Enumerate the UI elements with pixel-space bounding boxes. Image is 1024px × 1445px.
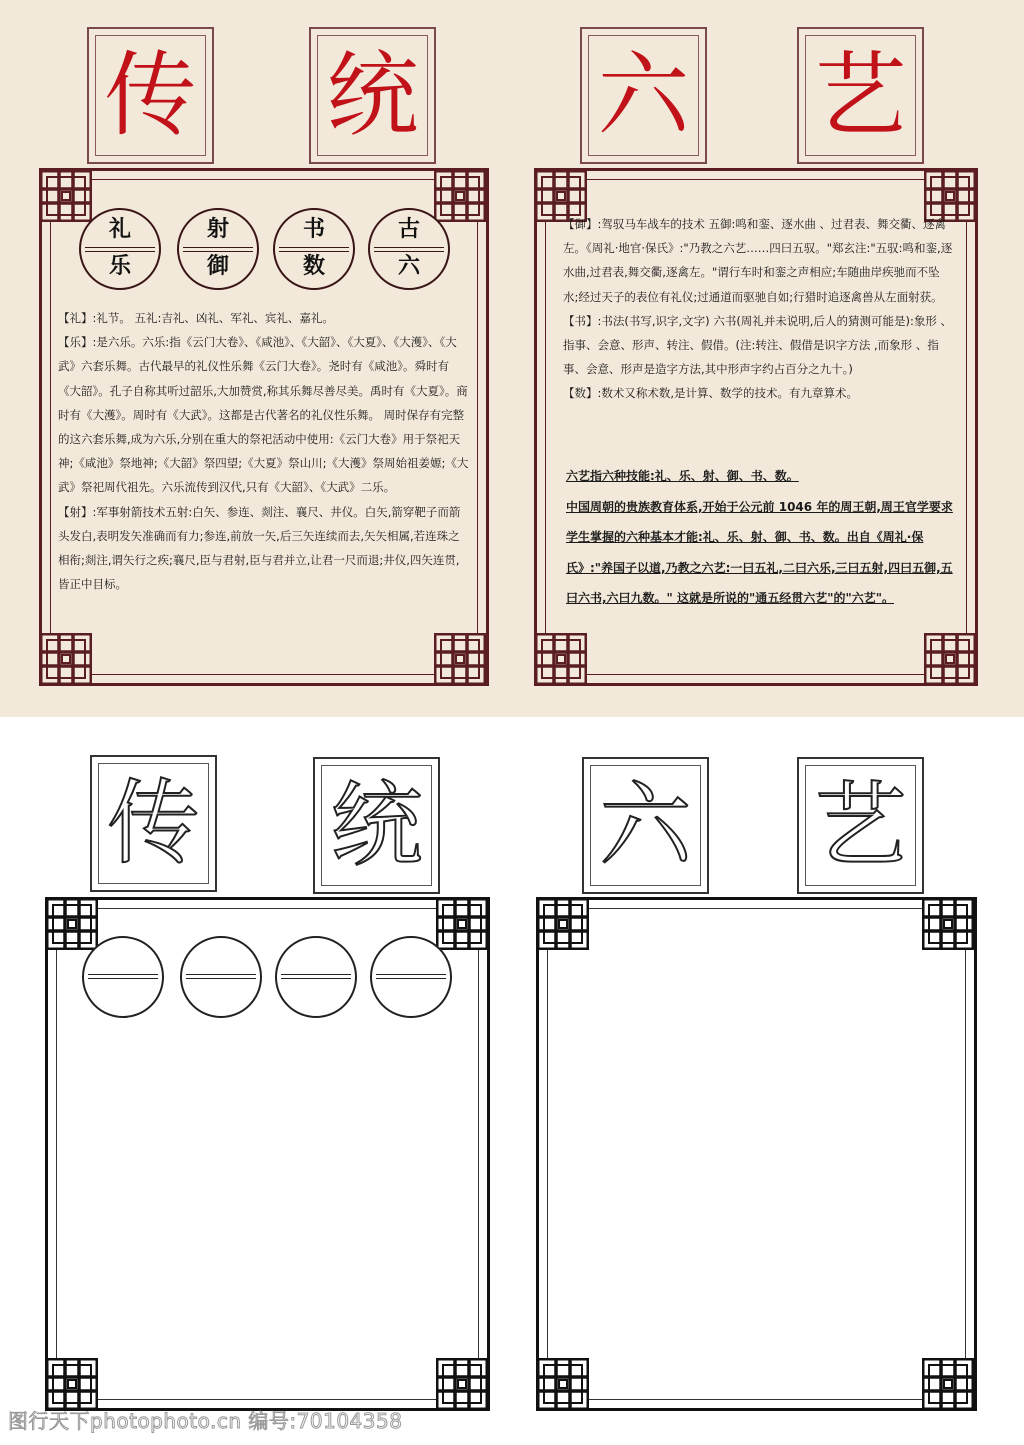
line-title-box-2 (313, 757, 440, 894)
paragraph-she: 【射】:军事射箭技术五射:白矢、参连、剡注、襄尺、井仪。白矢,箭穿靶子而箭头发白,表明发矢准确而有力;参连,前放一矢,后三矢连续而去,矢矢相属,若连珠之相衔;剡注,谓矢行之疾;襄尺,臣与君射,臣与君并立,让君一尺而退;井仪,四矢连贯,皆正中目标。 (58, 504, 461, 592)
title-box-2 (309, 27, 436, 164)
title-char: 艺 (814, 41, 907, 149)
title-box-4 (797, 27, 924, 164)
paragraph-yue: 【乐】:是六乐。六乐:指《云门大卷》、《咸池》、《大韶》、《大夏》、《大濩》、《大武》六套乐舞。古代最早的礼仪性乐舞《云门大卷》。尧时有《咸池》。舜时有《大韶》。孔子自称其听过韶乐,大加赞赏,称其乐舞尽善尽美。禹时有《大夏》。商时有《大濩》。周时有《大武》。这都是古代著名的礼仪性乐舞。 周时保存有完整的这六套乐舞,成为六乐,分别在重大的祭祀活动中使用:《云门大卷》用于祭祀天神;《咸池》祭地神;《大韶》祭四望;《大夏》祭山川;《大濩》祭周始祖姜嫄;《大武》祭祀周代祖先。六乐流传到汉代,只有《大韶》、《大武》二乐。 (58, 335, 469, 495)
six-arts-circle (273, 208, 355, 290)
paragraph-li: 【礼】:礼节。 五礼:吉礼、凶礼、军礼、宾礼、嘉礼。 (58, 311, 334, 325)
lattice-corner-icon (434, 170, 486, 222)
lattice-corner-icon (434, 633, 486, 685)
paragraph-yu: 【御】:驾驭马车战车的技术 五御:鸣和銮、逐水曲 、过君表、舞交衢、逐禽左。《周礼·地官·保氏》:"乃教之六艺……四曰五驭。"郑玄注:"五驭:鸣和銮,逐水曲,过君表,舞交衢,逐禽左。"谓行车时和銮之声相应;车随曲岸疾驰而不坠水;经过天子的表位有礼仪;过通道而驱驰自如;行猎时追逐禽兽从左面射获。 (563, 217, 953, 304)
outline-title-char: 六 (599, 771, 692, 879)
lattice-corner-icon (40, 170, 92, 222)
lattice-corner-icon (924, 633, 976, 685)
lattice-corner-icon (46, 898, 98, 950)
circle-top-char: 书 (302, 217, 325, 242)
title-char: 传 (104, 41, 197, 149)
circle-top-char: 射 (206, 217, 229, 242)
empty-circle (370, 936, 452, 1018)
empty-circle (180, 936, 262, 1018)
summary-line: 六艺指六种技能:礼、乐、射、御、书、数。 (566, 469, 799, 483)
circle-bottom-char: 御 (206, 254, 229, 279)
circle-bottom-char: 六 (397, 254, 420, 279)
right-summary-block (566, 461, 958, 614)
lattice-corner-icon (40, 633, 92, 685)
paragraph-shu: 【书】:书法(书写,识字,文字) 六书(周礼并未说明,后人的猜测可能是):象形 、指事、会意、形声、转注、假借。(注:转注、假借是识字方法 ,而象形 、指事、会意、形声是造字方法,其中形声字约占百分之九十。) (563, 313, 952, 377)
lattice-corner-icon (535, 633, 587, 685)
summary-paragraph: 中国周朝的贵族教育体系,开始于公元前 1046 年的周王朝,周王官学要求学生掌握的六种基本才能:礼、乐、射、御、书、数。出自《周礼·保氏》:"养国子以道,乃教之六艺:一曰五礼,二曰六乐,三曰五射,四曰五御,五曰六书,六曰九数。" 这就是所说的"通五经贯六艺"的"六艺"。 (566, 499, 953, 605)
left-text-block (58, 306, 470, 596)
right-text-block (563, 212, 953, 406)
title-char: 统 (326, 41, 419, 149)
line-title-box-3 (582, 757, 709, 894)
title-box-3 (580, 27, 707, 164)
empty-circle (82, 936, 164, 1018)
line-right-panel (536, 897, 977, 1411)
lattice-corner-icon (436, 1358, 488, 1410)
lattice-corner-icon (922, 1358, 974, 1410)
outline-title-char: 传 (107, 769, 200, 877)
circle-bottom-char: 数 (302, 254, 325, 279)
paragraph-shu-math: 【数】:数术又称术数,是计算、数学的技术。有九章算术。 (563, 386, 859, 401)
lattice-corner-icon (537, 898, 589, 950)
line-title-box-4 (797, 757, 924, 894)
title-box-1 (87, 27, 214, 164)
six-arts-circle (79, 208, 161, 290)
circle-bottom-char: 乐 (108, 254, 131, 279)
six-arts-circle (177, 208, 259, 290)
lattice-corner-icon (436, 898, 488, 950)
lattice-corner-icon (46, 1358, 98, 1410)
lattice-corner-icon (537, 1358, 589, 1410)
circle-top-char: 古 (397, 217, 420, 242)
empty-circle (275, 936, 357, 1018)
six-arts-circle (368, 208, 450, 290)
outline-title-char: 艺 (814, 771, 907, 879)
watermark: 图行天下photophoto.cn 编号:70104358 (8, 1409, 403, 1433)
title-char: 六 (597, 41, 690, 149)
circle-top-char: 礼 (108, 217, 131, 242)
outline-title-char: 统 (330, 771, 423, 879)
line-title-box-1 (90, 755, 217, 892)
lattice-corner-icon (922, 898, 974, 950)
